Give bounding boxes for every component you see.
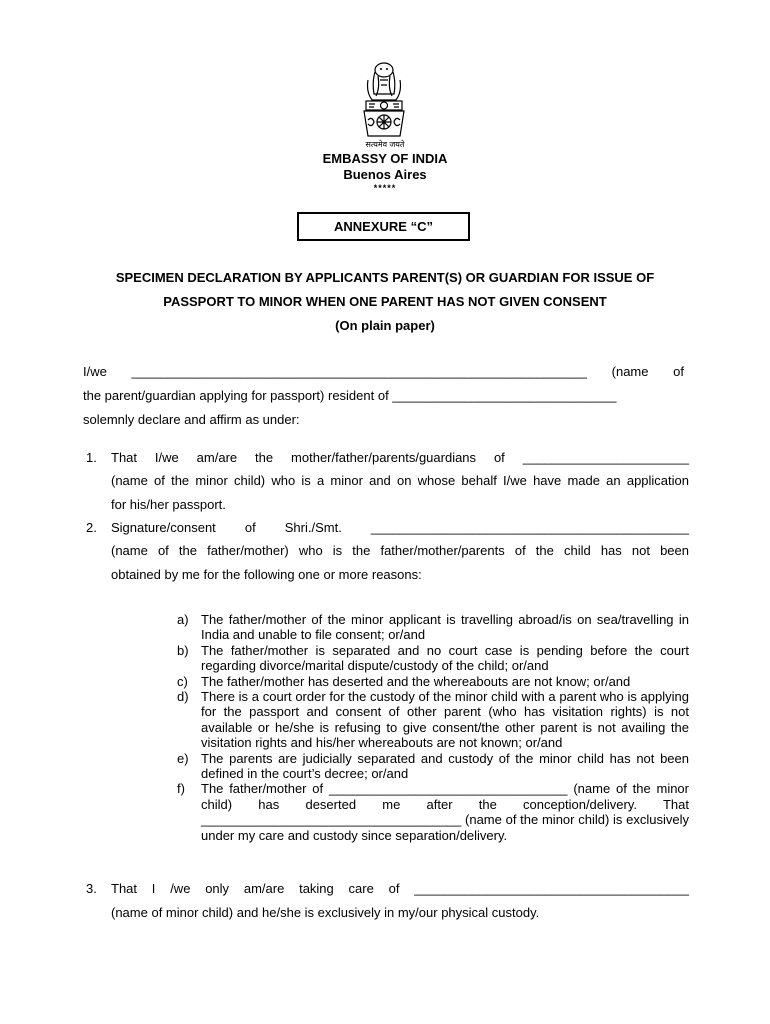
national-emblem-icon (354, 60, 414, 140)
reason-text: The father/mother is separated and no court case is pending before the court regarding divorce/marital dispute/custody of the child; or/and (201, 642, 689, 674)
intro-line-3: solemnly declare and affirm as under: (83, 412, 300, 427)
reason-text: The father/mother has deserted and the whereabouts are not know; or/and (201, 673, 631, 689)
reason-label: b) (177, 642, 189, 658)
header-stars: ***** (373, 183, 397, 193)
reason-text: There is a court order for the custody of the minor child with a parent who is applying for the passport and consent of other parent (who has visitation rights) is not available or he/she is refusing to give consent/the other parent is not availing the visitation rights and his/her whereabouts are not known; or/and (201, 689, 689, 751)
list-item (177, 689, 689, 751)
reason-label: f) (177, 781, 185, 797)
annexure-label: ANNEXURE “C” (334, 219, 433, 234)
item-1-line-2: (name of the minor child) who is a minor and on whose behalf I/we have made an application (111, 473, 689, 488)
item-2-number: 2. (86, 520, 97, 535)
reason-text: The father/mother of _________________________________ (name of the minor child) has deserted me after the conception/delivery. That ____________________________________ (name of the minor child) is exclusively under my care and custody since separation/delivery. (201, 781, 689, 843)
intro-line-2: the parent/guardian applying for passport) resident of _______________________________ (83, 388, 617, 403)
annexure-box (297, 212, 470, 241)
reason-label: a) (177, 612, 189, 627)
item-3-number: 3. (86, 881, 97, 896)
list-item (177, 643, 689, 674)
reason-text: The parents are judicially separated and custody of the minor child has not been defined in the court’s decree; or/and (201, 750, 689, 782)
embassy-city: Buenos Aires (343, 167, 427, 182)
item-3-line-2: (name of minor child) and he/she is exclusively in my/our physical custody. (111, 905, 540, 920)
intro-line-1: I/we _______________________________________________________________ (name of (83, 364, 684, 379)
reasons-list (177, 612, 689, 843)
reason-label: e) (177, 750, 189, 766)
list-item (177, 751, 689, 782)
item-2-line-3: obtained by me for the following one or more reasons: (111, 567, 422, 582)
reason-text: The father/mother of the minor applicant is travelling abroad/is on sea/travelling in India and unable to file consent; or/and (201, 612, 689, 643)
item-1-line-3: for his/her passport. (111, 497, 226, 512)
emblem-motto: सत्यमेव जयते (365, 140, 405, 149)
item-1-number: 1. (86, 450, 97, 465)
list-item (177, 781, 689, 843)
list-item (177, 612, 689, 643)
list-item (177, 674, 689, 689)
title-line-2: PASSPORT TO MINOR WHEN ONE PARENT HAS NOT GIVEN CONSENT (163, 294, 607, 309)
item-2-line-2: (name of the father/mother) who is the father/mother/parents of the child has not been (111, 543, 689, 558)
embassy-name: EMBASSY OF INDIA (322, 151, 448, 166)
title-line-1: SPECIMEN DECLARATION BY APPLICANTS PARENT(S) OR GUARDIAN FOR ISSUE OF (115, 270, 655, 285)
title-line-3: (On plain paper) (335, 318, 435, 333)
item-1-line-1: That I/we am/are the mother/father/parents/guardians of _______________________ (111, 450, 689, 465)
item-2-line-1: Signature/consent of Shri./Smt. ____________________________________________ (111, 520, 689, 535)
reason-label: c) (177, 673, 188, 689)
item-3-line-1: That I /we only am/are taking care of ______________________________________ (111, 881, 689, 896)
reason-label: d) (177, 689, 189, 705)
